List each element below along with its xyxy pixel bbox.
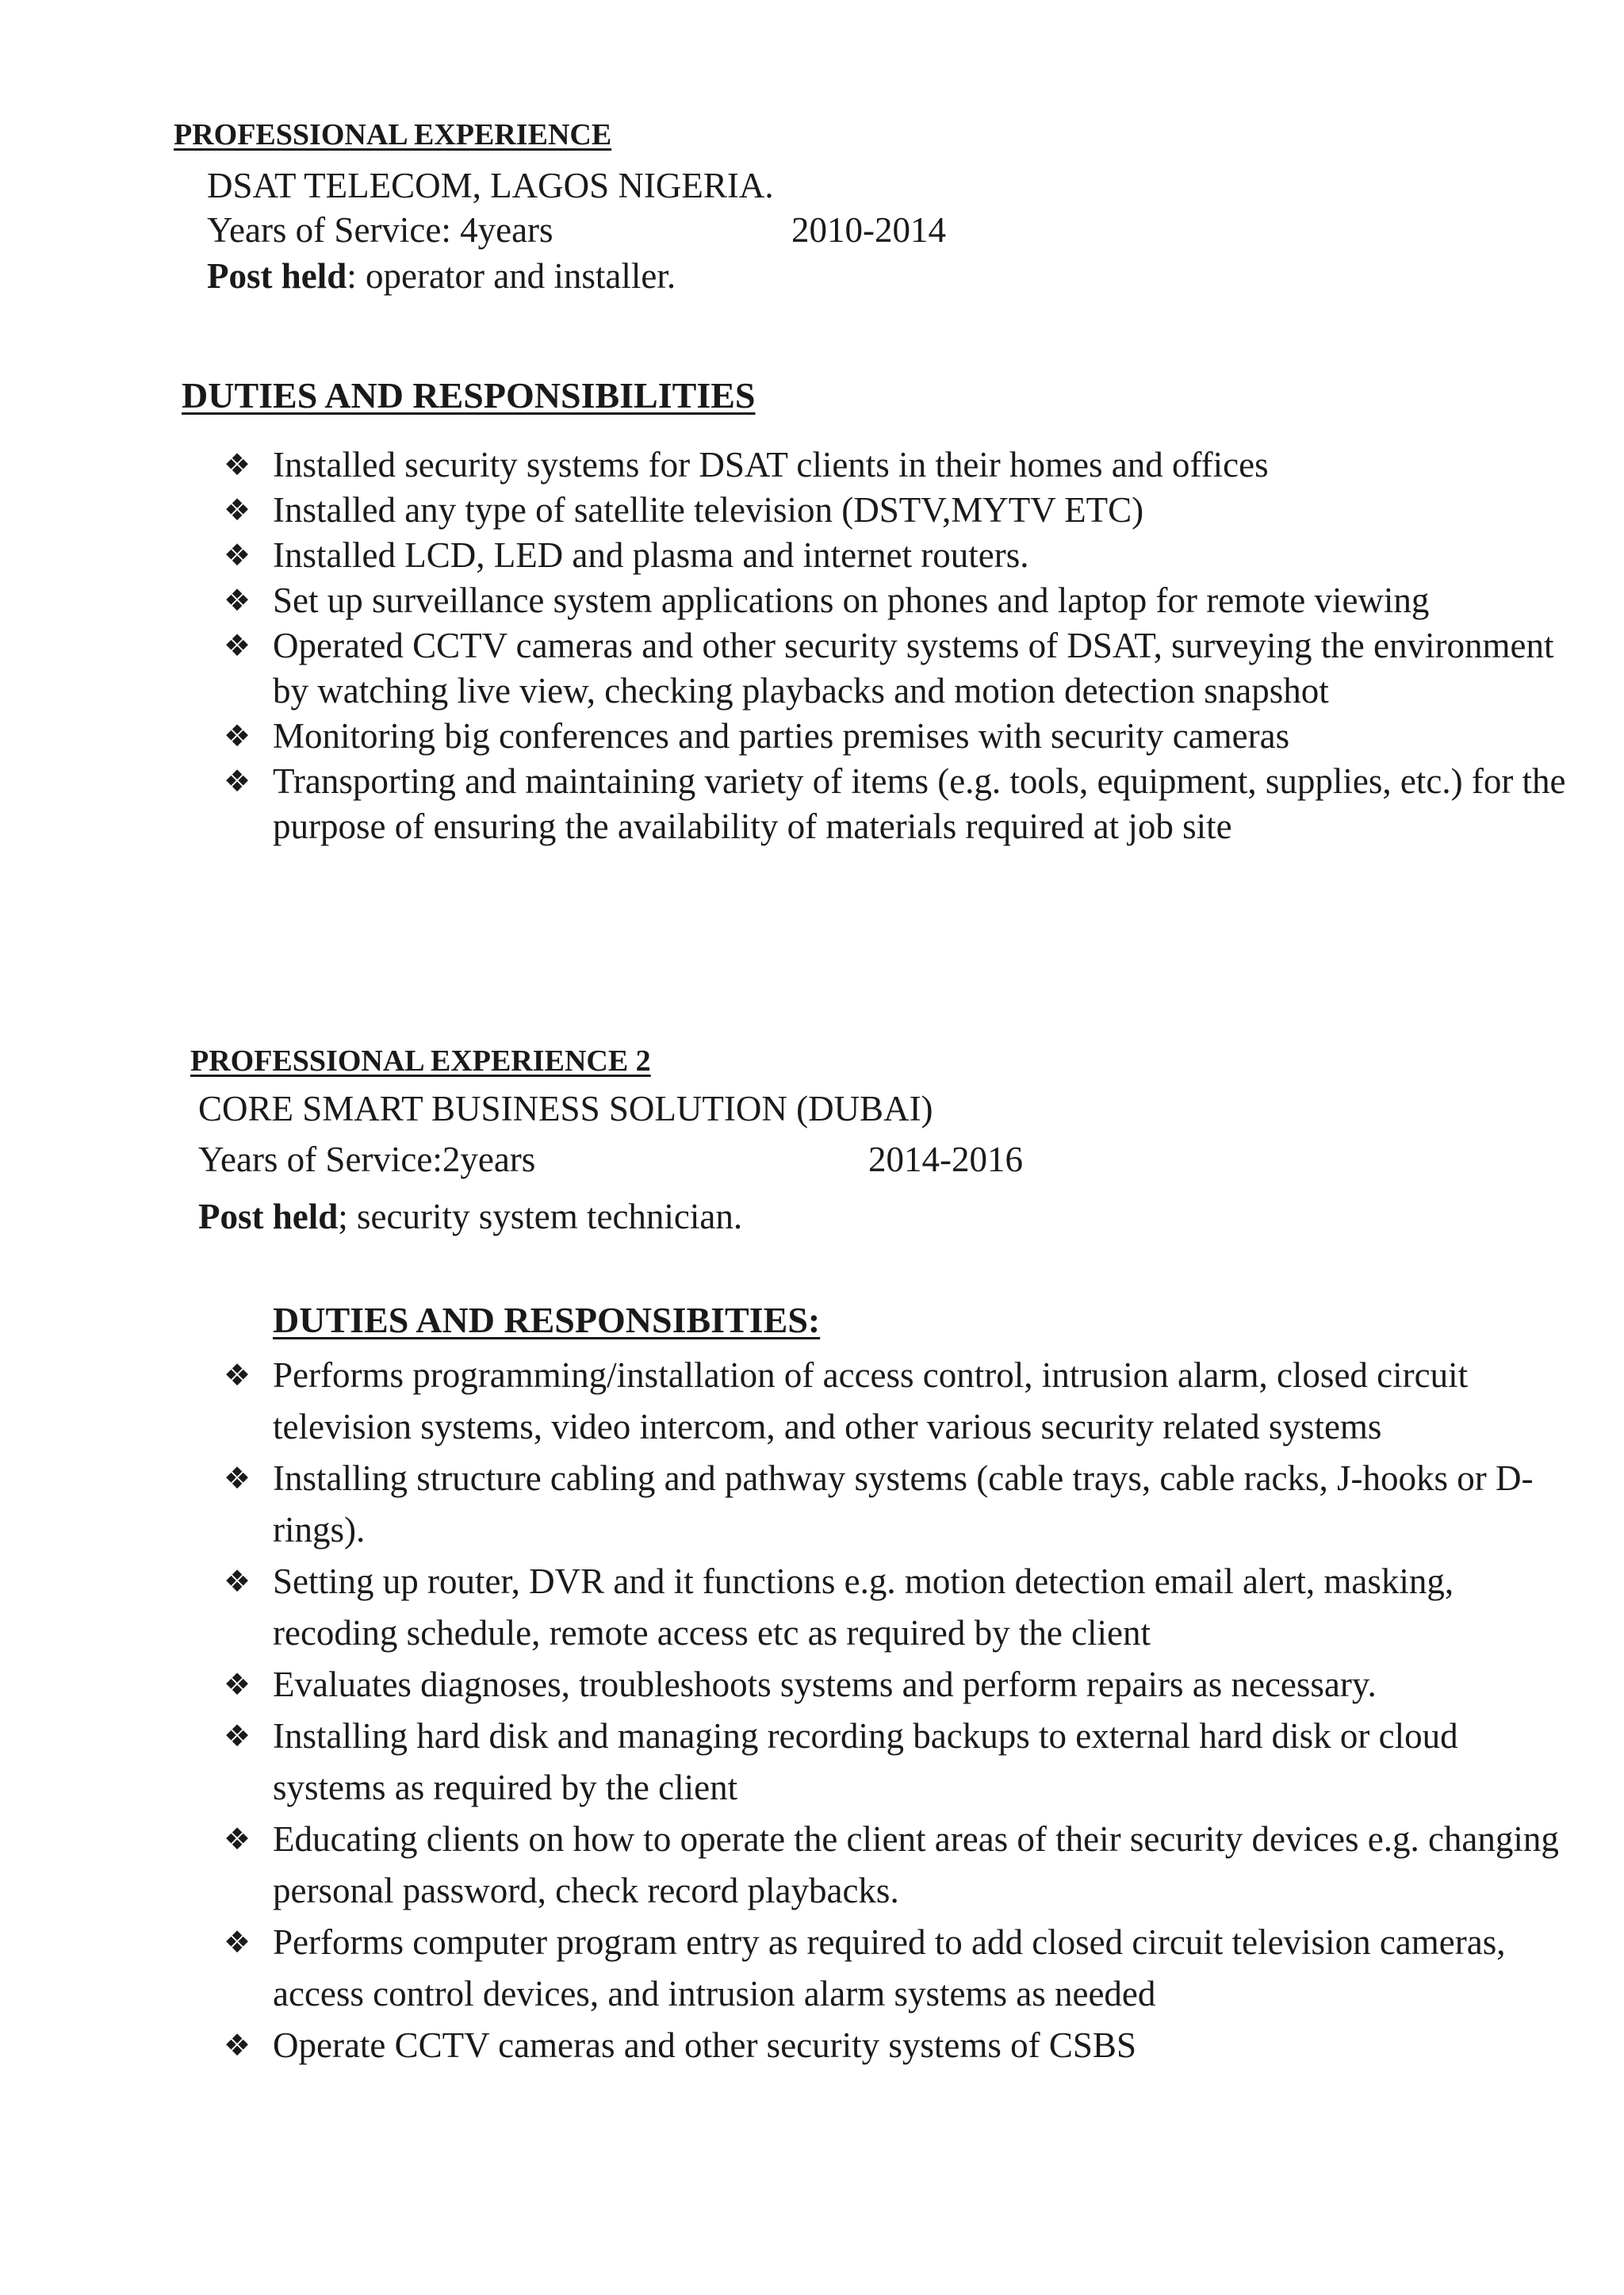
exp1-heading: PROFESSIONAL EXPERIENCE	[174, 118, 612, 151]
diamond-bullet-icon: ❖	[224, 1925, 251, 1960]
duty-text: Evaluates diagnoses, troubleshoots systems and perform repairs as necessary.	[273, 1665, 1377, 1704]
exp1-duties-list	[224, 443, 1573, 849]
diamond-bullet-icon: ❖	[224, 1358, 251, 1393]
duty-item	[224, 488, 1573, 533]
exp2-company: CORE SMART BUSINESS SOLUTION (DUBAI)	[198, 1089, 933, 1128]
duty-item	[224, 1453, 1573, 1556]
duty-item	[224, 1350, 1573, 1453]
diamond-bullet-icon: ❖	[224, 1718, 251, 1753]
exp2-post-value: ; security system technician.	[338, 1197, 743, 1236]
duty-text: Set up surveillance system applications on phones and laptop for remote viewing	[273, 580, 1430, 620]
duty-text: Installing structure cabling and pathway systems (cable trays, cable racks, J-hooks or D-rings).	[273, 1458, 1534, 1550]
duty-text: Setting up router, DVR and it functions e.g. motion detection email alert, masking, recoding schedule, remote access etc as required by the client	[273, 1561, 1454, 1653]
diamond-bullet-icon: ❖	[224, 492, 251, 527]
exp2-heading: PROFESSIONAL EXPERIENCE 2	[190, 1044, 651, 1078]
duty-text: Educating clients on how to operate the client areas of their security devices e.g. changing personal password, check record playbacks.	[273, 1819, 1559, 1910]
duty-item	[224, 533, 1573, 578]
exp1-years-of-service: Years of Service: 4years	[207, 210, 553, 250]
diamond-bullet-icon: ❖	[224, 2028, 251, 2063]
duty-item	[224, 1917, 1573, 2020]
duty-text: Monitoring big conferences and parties premises with security cameras	[273, 716, 1290, 756]
exp2-post-label: Post held	[198, 1197, 339, 1236]
exp1-duties-heading: DUTIES AND RESPONSIBILITIES	[182, 375, 756, 416]
exp2-duties-list	[224, 1350, 1573, 2071]
duty-item	[224, 2020, 1573, 2071]
duty-text: Performs programming/installation of access control, intrusion alarm, closed circuit television systems, video intercom, and other various security related systems	[273, 1355, 1469, 1446]
duty-text: Installed security systems for DSAT clients in their homes and offices	[273, 445, 1269, 485]
duty-text: Operate CCTV cameras and other security systems of CSBS	[273, 2025, 1136, 2065]
duty-text: Installed any type of satellite television (DSTV,MYTV ETC)	[273, 490, 1144, 530]
exp1-company: DSAT TELECOM, LAGOS NIGERIA.	[207, 166, 774, 205]
diamond-bullet-icon: ❖	[224, 583, 251, 618]
diamond-bullet-icon: ❖	[224, 718, 251, 753]
duty-text: Installed LCD, LED and plasma and internet routers.	[273, 535, 1029, 575]
duty-text: Transporting and maintaining variety of items (e.g. tools, equipment, supplies, etc.) for the purpose of ensuring the availability of materials required at job site	[273, 761, 1566, 846]
duty-text: Performs computer program entry as required to add closed circuit television cameras, access control devices, and intrusion alarm systems as needed	[273, 1922, 1506, 2013]
exp2-post-held	[198, 1196, 742, 1237]
duty-item	[224, 623, 1573, 714]
duty-item	[224, 443, 1573, 488]
duty-item	[224, 1711, 1573, 1814]
exp2-years-of-service: Years of Service:2years	[198, 1140, 536, 1179]
duty-item	[224, 1659, 1573, 1711]
duty-text: Operated CCTV cameras and other security systems of DSAT, surveying the environment by watching live view, checking playbacks and motion detection snapshot	[273, 626, 1554, 711]
diamond-bullet-icon: ❖	[224, 1667, 251, 1702]
diamond-bullet-icon: ❖	[224, 628, 251, 663]
diamond-bullet-icon: ❖	[224, 447, 251, 482]
duty-item	[224, 578, 1573, 623]
duty-item	[224, 1556, 1573, 1659]
diamond-bullet-icon: ❖	[224, 1461, 251, 1496]
duty-item	[224, 714, 1573, 759]
exp2-duties-heading: DUTIES AND RESPONSIBITIES:	[273, 1300, 821, 1340]
diamond-bullet-icon: ❖	[224, 1822, 251, 1856]
duty-item	[224, 1814, 1573, 1917]
duty-item	[224, 759, 1573, 849]
exp1-post-value: : operator and installer.	[347, 256, 676, 296]
duty-text: Installing hard disk and managing recording backups to external hard disk or cloud systems as required by the client	[273, 1716, 1458, 1807]
exp2-period: 2014-2016	[868, 1140, 1023, 1179]
diamond-bullet-icon: ❖	[224, 538, 251, 573]
diamond-bullet-icon: ❖	[224, 764, 251, 799]
exp1-period: 2010-2014	[791, 210, 946, 250]
diamond-bullet-icon: ❖	[224, 1564, 251, 1599]
exp1-post-label: Post held	[207, 256, 347, 296]
exp1-post-held	[207, 255, 676, 297]
